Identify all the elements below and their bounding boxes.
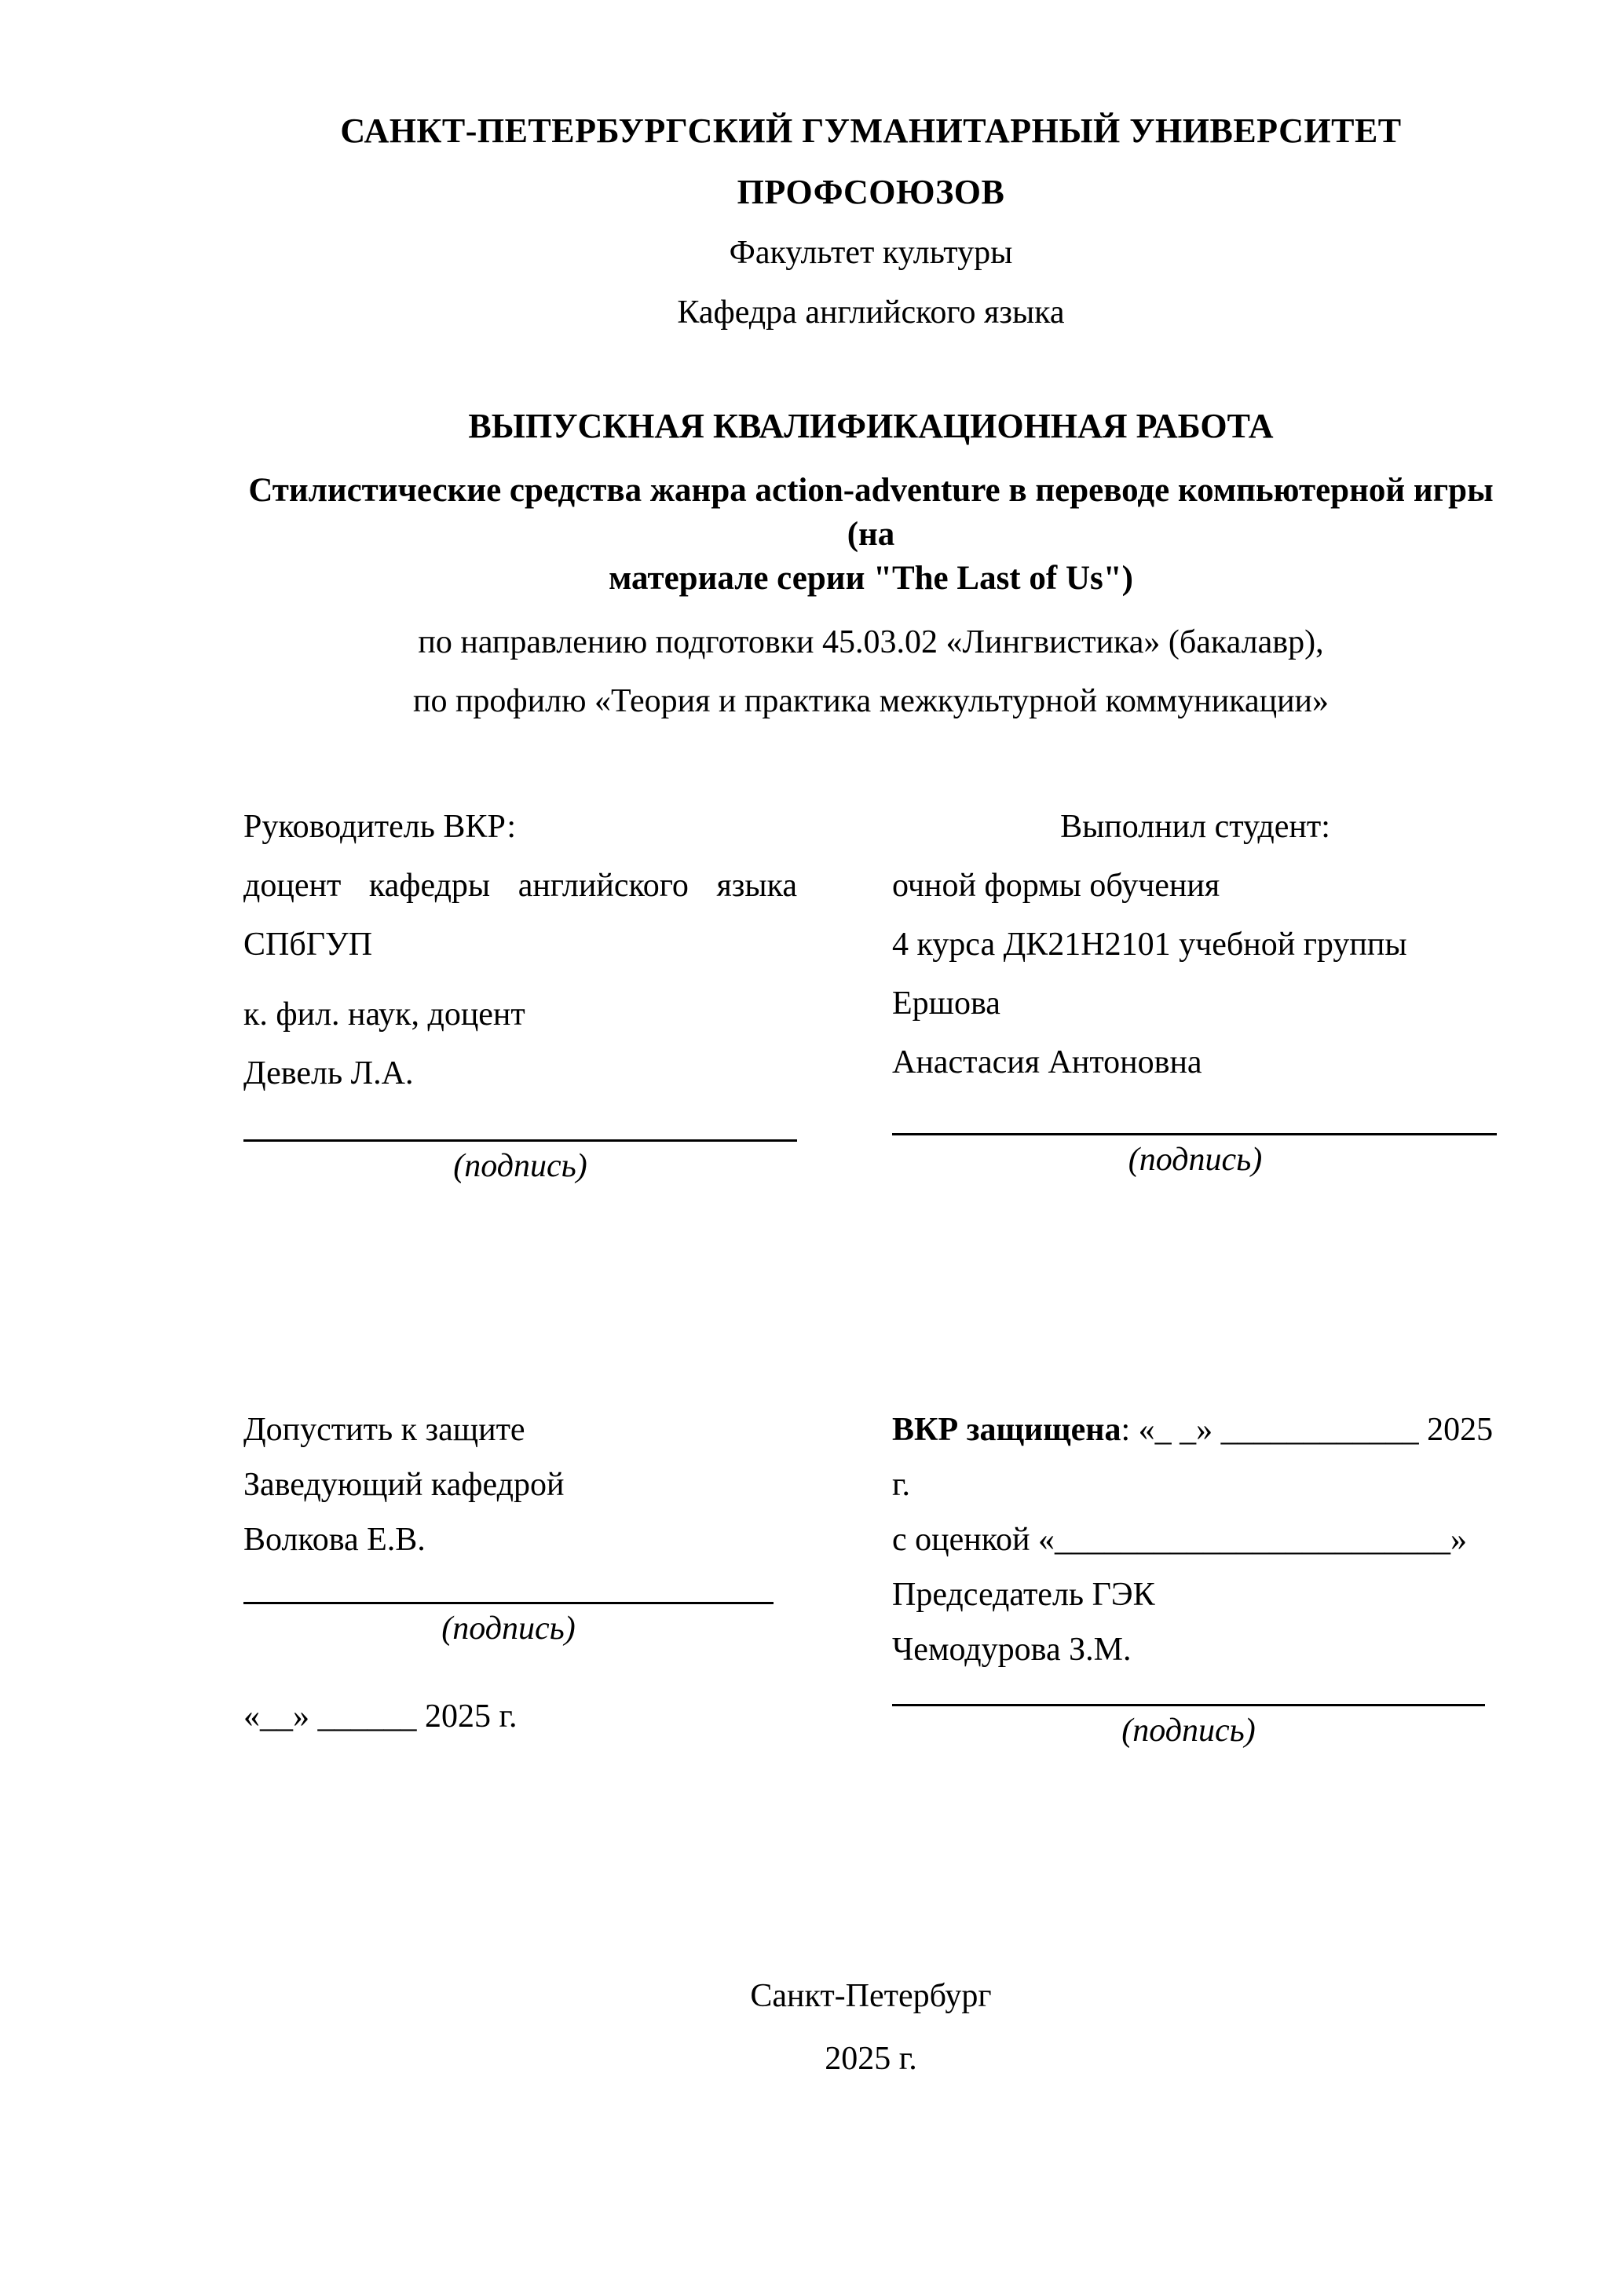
direction-line: по направлению подготовки 45.03.02 «Лингвистика» (бакалавр), <box>418 624 1324 660</box>
supervisor-organization: СПбГУП <box>243 927 373 963</box>
header-block <box>243 101 1498 342</box>
thesis-title <box>243 469 1498 601</box>
supervisor-student-block <box>243 798 1498 1190</box>
supervisor-position: доцент кафедры английского языка <box>243 868 797 904</box>
student-heading: Выполнил студент: <box>1060 809 1330 845</box>
work-type-heading: ВЫПУСКНАЯ КВАЛИФИКАЦИОННАЯ РАБОТА <box>468 407 1274 445</box>
university-name: САНКТ-ПЕТЕРБУРГСКИЙ ГУМАНИТАРНЫЙ УНИВЕРСИТЕТ ПРОФСОЮЗОВ <box>340 112 1402 211</box>
faculty-name: Факультет культуры <box>729 235 1013 271</box>
student-column <box>892 798 1498 1190</box>
footer-city: Санкт-Петербург <box>750 1978 992 2014</box>
student-first-name: Анастасия Антоновна <box>892 1044 1202 1080</box>
defense-chair-title: Председатель ГЭК <box>892 1577 1155 1613</box>
student-study-form: очной формы обучения <box>892 868 1220 904</box>
thesis-title-line2: материале серии "The Last of Us") <box>609 560 1133 597</box>
defense-status-label: ВКР защищена <box>892 1412 1121 1448</box>
student-course-group: 4 курса ДК21Н2101 учебной группы <box>892 927 1407 963</box>
defense-signature-caption: (подпись) <box>1121 1713 1256 1749</box>
department-name: Кафедра английского языка <box>677 294 1065 331</box>
defense-column <box>892 1402 1498 1755</box>
admission-date-line: «__» ______ 2025 г. <box>243 1698 518 1735</box>
defense-status-line <box>892 1402 1498 1512</box>
supervisor-heading: Руководитель ВКР: <box>243 809 517 845</box>
profile-line: по профилю «Теория и практика межкультурной коммуникации» <box>412 683 1330 719</box>
supervisor-name: Девель Л.А. <box>243 1055 414 1091</box>
defense-chair-name: Чемодурова З.М. <box>892 1632 1132 1668</box>
supervisor-signature-caption: (подпись) <box>453 1148 587 1184</box>
student-signature-caption: (подпись) <box>1128 1142 1263 1178</box>
footer-year: 2025 г. <box>825 2041 917 2077</box>
admission-line2: Заведующий кафедрой <box>243 1467 565 1503</box>
admission-line1: Допустить к защите <box>243 1412 525 1448</box>
admission-defense-block <box>243 1402 1498 1755</box>
supervisor-column <box>243 798 797 1190</box>
admission-column <box>243 1402 797 1755</box>
footer-block <box>243 1965 1498 2090</box>
defense-status-blank: : «_ _» ____________ 2025 г. <box>892 1412 1494 1503</box>
work-block <box>243 397 1498 731</box>
defense-grade-line: с оценкой «________________________» <box>892 1522 1467 1558</box>
admission-head-name: Волкова Е.В. <box>243 1522 426 1558</box>
student-last-name: Ершова <box>892 985 1000 1022</box>
admission-signature-caption: (подпись) <box>441 1610 576 1647</box>
supervisor-degree: к. фил. наук, доцент <box>243 996 525 1033</box>
thesis-title-line1: Стилистические средства жанра action-adventure в переводе компьютерной игры (на <box>248 472 1494 553</box>
